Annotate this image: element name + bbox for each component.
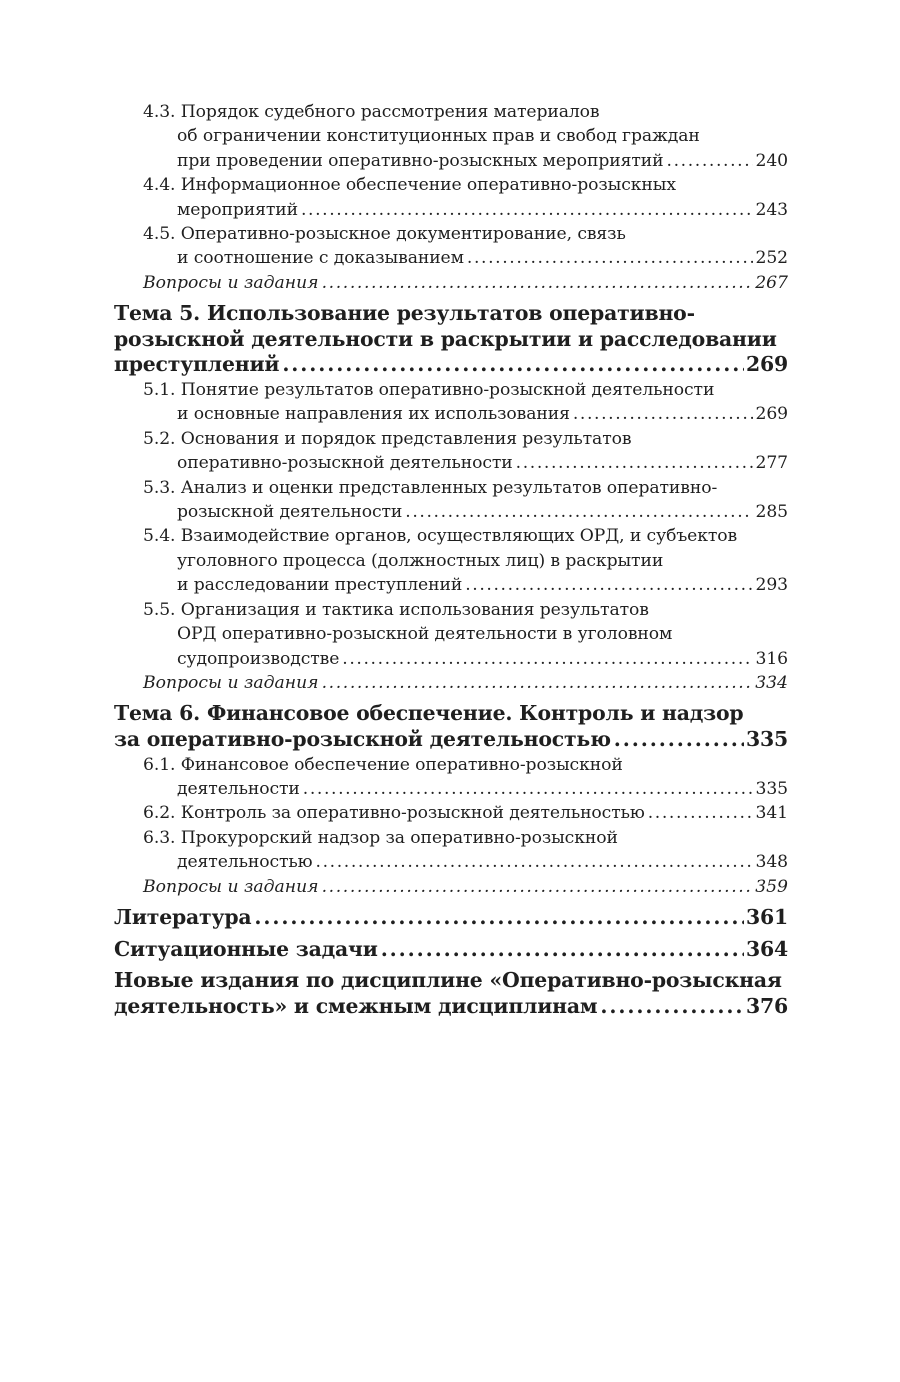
page-number: 267	[755, 272, 788, 293]
page-number: 252	[755, 248, 788, 269]
toc-topic-text: Новые издания по дисциплине «Оперативно-розыскная	[114, 968, 782, 993]
toc-topic-6[interactable]	[114, 701, 788, 752]
page-number: 359	[755, 876, 788, 897]
dot-leader	[254, 905, 744, 931]
toc-entry-text: Вопросы и задания	[143, 272, 319, 293]
dot-leader	[322, 875, 754, 899]
page-number: 364	[746, 936, 788, 961]
dot-leader	[667, 149, 754, 173]
toc-entry-text: деятельности	[177, 778, 300, 799]
dot-leader	[573, 402, 754, 426]
page-number: 316	[755, 648, 788, 669]
toc-entry-4-5[interactable]	[114, 222, 788, 271]
page-number: 348	[755, 852, 788, 873]
toc-entry-text: 5.1. Понятие результатов оперативно-розыскной деятельности	[143, 380, 715, 401]
toc-entry-text: 5.4. Взаимодействие органов, осуществляющих ОРД, и субъектов	[143, 526, 738, 547]
toc-entry-text: 6.2. Контроль за оперативно-розыскной деятельностью	[143, 803, 645, 824]
table-of-contents	[114, 100, 788, 1019]
toc-topic-text: розыскной деятельности в раскрытии и расследовании	[114, 326, 777, 351]
toc-entry-questions-4[interactable]	[114, 271, 788, 295]
page-number: 243	[755, 199, 788, 220]
page-number: 341	[755, 803, 788, 824]
toc-entry-text: 5.3. Анализ и оценки представленных результатов оперативно-	[143, 477, 718, 498]
toc-entry-text: об ограничении конституционных прав и свобод граждан	[177, 126, 700, 147]
toc-entry-text: оперативно-розыскной деятельности	[177, 453, 513, 474]
toc-entry-text: 4.3. Порядок судебного рассмотрения материалов	[143, 102, 600, 122]
toc-entry-questions-6[interactable]	[114, 875, 788, 899]
toc-entry-text: 6.1. Финансовое обеспечение оперативно-розыскной	[143, 754, 623, 775]
toc-entry-text: мероприятий	[177, 199, 298, 220]
page-number: 335	[746, 726, 788, 751]
toc-topic-text: за оперативно-розыскной деятельностью	[114, 726, 611, 751]
page-number: 376	[746, 993, 788, 1018]
toc-literature[interactable]	[114, 905, 788, 931]
toc-entry-text: Вопросы и задания	[143, 876, 319, 897]
dot-leader	[467, 246, 754, 270]
dot-leader	[381, 937, 744, 963]
toc-entry-4-4[interactable]	[114, 173, 788, 222]
dot-leader	[648, 801, 754, 825]
toc-entry-text: и расследовании преступлений	[177, 575, 463, 596]
toc-entry-6-1[interactable]	[114, 753, 788, 802]
toc-entry-6-2[interactable]	[114, 801, 788, 825]
toc-situational-tasks[interactable]	[114, 937, 788, 963]
toc-topic-text: Литература	[114, 904, 252, 929]
toc-topic-text: деятельность» и смежным дисциплинам	[114, 993, 598, 1018]
dot-leader	[600, 994, 744, 1020]
toc-entry-5-5[interactable]	[114, 598, 788, 671]
toc-entry-text: 4.5. Оперативно-розыскное документирование, связь	[143, 224, 626, 245]
toc-entry-text: 4.4. Информационное обеспечение оперативно-розыскных	[143, 175, 676, 196]
page-number: 269	[746, 352, 788, 377]
dot-leader	[342, 647, 753, 671]
page-number: 285	[755, 502, 788, 523]
toc-entry-text: судопроизводстве	[177, 648, 340, 669]
dot-leader	[322, 271, 754, 295]
dot-leader	[405, 500, 753, 524]
toc-entry-5-3[interactable]	[114, 476, 788, 525]
toc-entry-text: Вопросы и задания	[143, 672, 319, 693]
toc-entry-text: уголовного процесса (должностных лиц) в раскрытии	[177, 550, 664, 571]
toc-entry-5-2[interactable]	[114, 427, 788, 476]
toc-entry-text: ОРД оперативно-розыскной деятельности в уголовном	[177, 624, 673, 645]
toc-topic-5[interactable]	[114, 301, 788, 378]
toc-entry-text: 6.3. Прокурорский надзор за оперативно-розыскной	[143, 827, 618, 848]
toc-entry-5-4[interactable]	[114, 524, 788, 597]
toc-topic-text: Ситуационные задачи	[114, 936, 378, 961]
toc-entry-text: 5.5. Организация и тактика использования результатов	[143, 599, 649, 620]
page-number: 277	[755, 453, 788, 474]
toc-entry-5-1[interactable]	[114, 378, 788, 427]
toc-topic-text: преступлений	[114, 352, 280, 377]
page-number: 334	[755, 672, 788, 693]
dot-leader	[303, 777, 754, 801]
page-number: 335	[755, 778, 788, 799]
toc-entry-text: при проведении оперативно-розыскных мероприятий	[177, 150, 664, 171]
page-number: 240	[755, 150, 788, 171]
dot-leader	[516, 451, 754, 475]
toc-entry-4-3[interactable]	[114, 100, 788, 173]
toc-entry-6-3[interactable]	[114, 826, 788, 875]
page-number: 361	[746, 904, 788, 929]
toc-topic-text: Тема 6. Финансовое обеспечение. Контроль и надзор	[114, 701, 744, 726]
toc-entry-text: и соотношение с доказыванием	[177, 248, 464, 269]
toc-entry-questions-5[interactable]	[114, 671, 788, 695]
toc-new-editions[interactable]	[114, 968, 788, 1019]
toc-entry-text: и основные направления их использования	[177, 404, 570, 425]
dot-leader	[301, 198, 754, 222]
page-number: 269	[755, 404, 788, 425]
toc-topic-text: Тема 5. Использование результатов оперативно-	[114, 301, 695, 326]
dot-leader	[465, 573, 753, 597]
toc-entry-text: 5.2. Основания и порядок представления результатов	[143, 428, 632, 449]
dot-leader	[614, 727, 744, 753]
toc-entry-text: деятельностью	[177, 852, 313, 873]
toc-entry-text: розыскной деятельности	[177, 502, 403, 523]
dot-leader	[282, 352, 744, 378]
dot-leader	[322, 671, 754, 695]
dot-leader	[316, 850, 754, 874]
page-number: 293	[755, 575, 788, 596]
